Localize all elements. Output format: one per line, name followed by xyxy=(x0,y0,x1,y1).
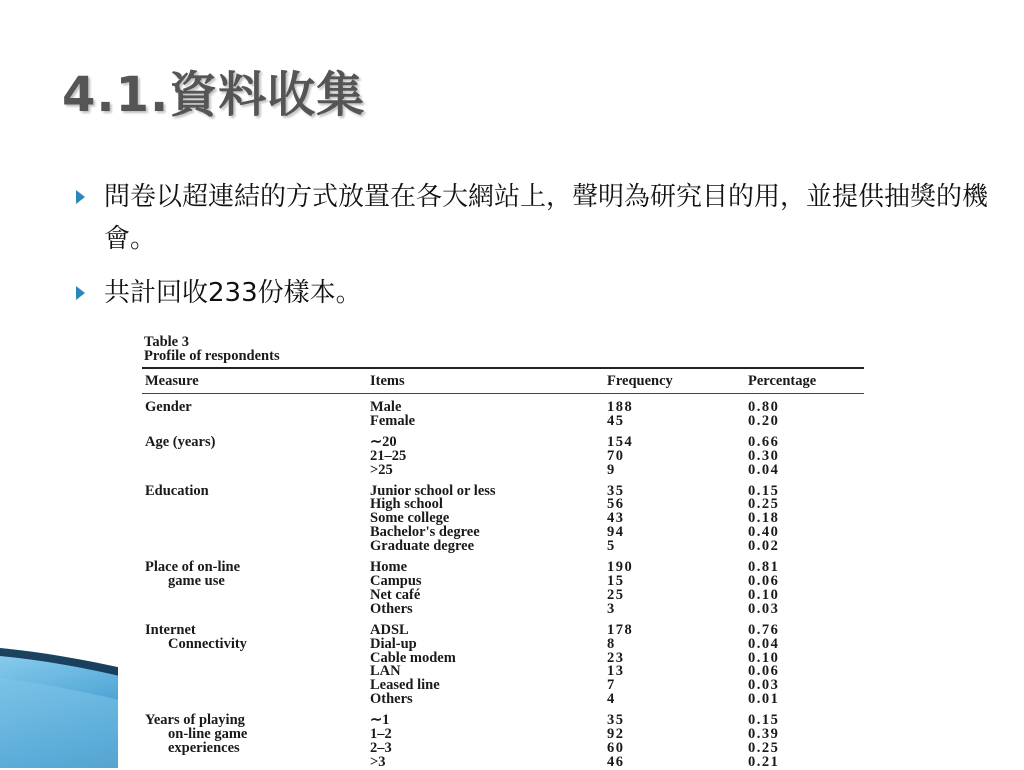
table-caption-label: Table 3 xyxy=(144,334,189,350)
cell-measure xyxy=(142,415,367,429)
table-row xyxy=(142,693,864,707)
cell-percentage: 0.18 xyxy=(748,510,780,527)
table-row xyxy=(142,540,864,554)
cell-measure: Years of playing xyxy=(145,712,245,729)
cell-frequency: 8 xyxy=(607,635,616,652)
cell-percentage: 0.21 xyxy=(748,753,780,770)
cell-measure xyxy=(142,603,367,617)
cell-measure xyxy=(142,512,367,526)
cell-frequency: 46 xyxy=(607,753,625,770)
bullet-item xyxy=(70,176,1000,260)
table-row xyxy=(142,603,864,617)
cell-measure: Education xyxy=(145,482,209,499)
bullet-text: 問卷以超連結的方式放置在各大網站上，聲明為研究目的用，並提供抽獎的機會。 xyxy=(104,182,989,254)
slide-title: 4.1.資料收集 xyxy=(62,67,366,123)
cell-measure: Gender xyxy=(145,399,192,415)
respondent-profile-table-image xyxy=(118,332,894,768)
cell-item: Net café xyxy=(370,586,421,603)
bullet-text: 共計回收233份樣本。 xyxy=(104,278,362,308)
cell-measure xyxy=(142,526,367,540)
cell-item: Campus xyxy=(370,572,422,589)
cell-measure: Internet xyxy=(145,621,196,638)
cell-measure: game use xyxy=(168,572,225,589)
cell-item: 2–3 xyxy=(370,739,392,756)
header-measure: Measure xyxy=(145,372,199,389)
cell-percentage: 0.04 xyxy=(748,635,780,652)
cell-percentage: 0.10 xyxy=(748,649,780,666)
cell-frequency: 43 xyxy=(607,510,625,527)
cell-frequency: 94 xyxy=(607,524,625,541)
cell-item: 1–2 xyxy=(370,726,392,743)
table-caption-title: Profile of respondents xyxy=(144,348,280,364)
header-percentage: Percentage xyxy=(748,372,817,389)
cell-percentage: 0.06 xyxy=(748,663,780,680)
cell-measure xyxy=(142,450,367,464)
cell-item: Others xyxy=(370,691,413,708)
cell-item: ADSL xyxy=(370,621,409,638)
cell-frequency: 9 xyxy=(607,461,616,478)
cell-measure xyxy=(142,498,367,512)
cell-frequency: 92 xyxy=(607,726,625,743)
cell-frequency: 7 xyxy=(607,677,616,694)
cell-percentage: 0.81 xyxy=(748,559,780,576)
cell-item: Female xyxy=(370,412,416,429)
cell-frequency: 178 xyxy=(607,621,634,638)
cell-percentage: 0.25 xyxy=(748,496,780,513)
triangle-bullet-icon xyxy=(76,286,85,300)
cell-frequency: 23 xyxy=(607,649,625,666)
cell-percentage: 0.01 xyxy=(748,691,780,708)
cell-measure xyxy=(142,679,367,693)
cell-measure xyxy=(142,665,367,679)
cell-frequency: 5 xyxy=(607,538,616,555)
cell-percentage: 0.40 xyxy=(748,524,780,541)
triangle-bullet-icon xyxy=(76,190,85,204)
cell-item: Home xyxy=(370,559,408,576)
cell-measure: Place of on-line xyxy=(145,559,241,576)
cell-frequency: 13 xyxy=(607,663,625,680)
cell-item: ∼20 xyxy=(370,433,397,450)
cell-item: 21–25 xyxy=(370,447,407,464)
header-frequency: Frequency xyxy=(607,372,673,389)
cell-measure: Age (years) xyxy=(145,433,216,450)
cell-percentage: 0.03 xyxy=(748,677,780,694)
cell-percentage: 0.15 xyxy=(748,482,780,499)
cell-percentage: 0.06 xyxy=(748,572,780,589)
cell-item: Bachelor's degree xyxy=(370,524,480,541)
cell-frequency: 35 xyxy=(607,712,625,729)
cell-frequency: 60 xyxy=(607,739,625,756)
cell-measure: on-line game xyxy=(168,726,248,743)
cell-percentage: 0.04 xyxy=(748,461,780,478)
cell-item: >3 xyxy=(370,753,386,770)
cell-percentage: 0.03 xyxy=(748,600,780,617)
cell-percentage: 0.25 xyxy=(748,739,780,756)
cell-frequency: 188 xyxy=(607,399,634,415)
cell-percentage: 0.76 xyxy=(748,621,780,638)
cell-frequency: 4 xyxy=(607,691,616,708)
cell-percentage: 0.39 xyxy=(748,726,780,743)
cell-percentage: 0.15 xyxy=(748,712,780,729)
cell-item: Leased line xyxy=(370,677,440,694)
table-body xyxy=(142,394,864,770)
cell-percentage: 0.80 xyxy=(748,399,780,415)
cell-item: LAN xyxy=(370,663,401,680)
cell-item: Male xyxy=(370,399,402,415)
cell-percentage: 0.10 xyxy=(748,586,780,603)
cell-measure xyxy=(142,652,367,666)
cell-frequency: 15 xyxy=(607,572,625,589)
profile-table xyxy=(142,369,864,770)
cell-item: Some college xyxy=(370,510,450,527)
cell-frequency: 154 xyxy=(607,433,634,450)
header-items: Items xyxy=(370,372,405,389)
cell-percentage: 0.20 xyxy=(748,412,780,429)
cell-item: Cable modem xyxy=(370,649,456,666)
cell-item: Junior school or less xyxy=(370,482,496,499)
table-row xyxy=(142,415,864,429)
cell-percentage: 0.02 xyxy=(748,538,780,555)
cell-item: Graduate degree xyxy=(370,538,475,555)
cell-item: Dial-up xyxy=(370,635,417,652)
cell-measure xyxy=(142,589,367,603)
cell-frequency: 56 xyxy=(607,496,625,513)
cell-item: High school xyxy=(370,496,443,513)
cell-item: ∼1 xyxy=(370,712,390,729)
cell-measure xyxy=(142,693,367,707)
bullet-item xyxy=(70,272,1000,314)
cell-item: Others xyxy=(370,600,413,617)
cell-frequency: 70 xyxy=(607,447,625,464)
cell-measure xyxy=(142,464,367,478)
cell-frequency: 45 xyxy=(607,412,625,429)
cell-frequency: 25 xyxy=(607,586,625,603)
table-row xyxy=(142,464,864,478)
cell-frequency: 35 xyxy=(607,482,625,499)
cell-frequency: 3 xyxy=(607,600,616,617)
cell-percentage: 0.30 xyxy=(748,447,780,464)
table-header-row xyxy=(142,369,864,394)
cell-measure: experiences xyxy=(168,739,240,756)
cell-frequency: 190 xyxy=(607,559,634,576)
cell-item: >25 xyxy=(370,461,393,478)
bullet-list xyxy=(70,176,1000,326)
cell-measure xyxy=(142,540,367,554)
cell-percentage: 0.66 xyxy=(748,433,780,450)
cell-measure: Connectivity xyxy=(168,635,247,652)
